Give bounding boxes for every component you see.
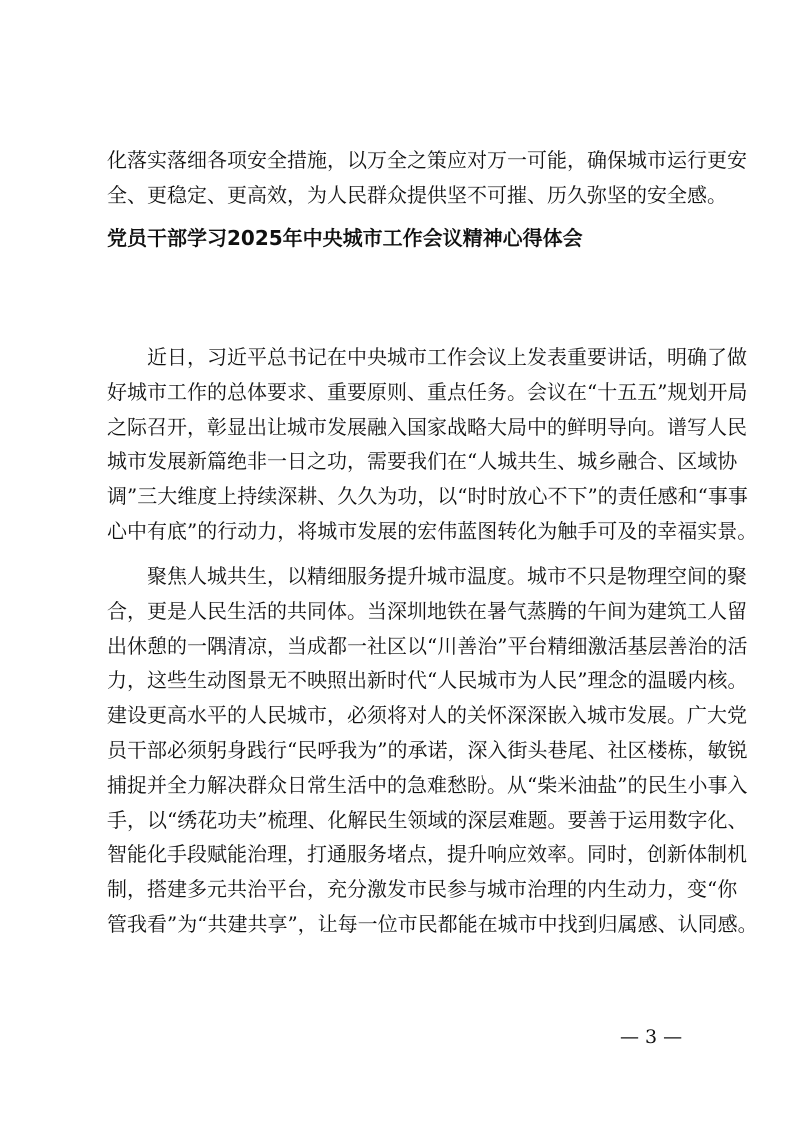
text-line: 制，搭建多元共治平台，充分激发市民参与城市治理的内生动力，变“你 <box>107 877 738 902</box>
text-line: 城市发展新篇绝非一日之功，需要我们在“人城共生、城乡融合、区域协 <box>107 449 738 474</box>
article-title: 党员干部学习2025年中央城市工作会议精神心得体会 <box>107 226 583 250</box>
text-line: 近日，习近平总书记在中央城市工作会议上发表重要讲话，明确了做 <box>147 345 747 369</box>
text-line: 力，这些生动图景无不映照出新时代“人民城市为人民”理念的温暖内核。 <box>107 668 748 693</box>
text-line: 合，更是人民生活的共同体。当深圳地铁在暑气蒸腾的午间为建筑工人留 <box>107 598 747 623</box>
text-line: 好城市工作的总体要求、重要原则、重点任务。会议在“十五五”规划开局 <box>107 379 748 404</box>
paragraph-1 <box>107 340 758 549</box>
text-line: 建设更高水平的人民城市，必须将对人的关怀深深嵌入城市发展。广大党 <box>107 703 747 728</box>
text-line: 全、更稳定、更高效，为人民群众提供坚不可摧、历久弥坚的安全感。 <box>107 182 727 207</box>
text-line: 员干部必须躬身践行“民呼我为”的承诺，深入街头巷尾、社区楼栋，敏锐 <box>107 737 748 762</box>
text-line: 聚焦人城共生，以精细服务提升城市温度。城市不只是物理空间的聚 <box>147 564 747 588</box>
text-line: 化落实落细各项安全措施，以万全之策应对万一可能，确保城市运行更安 <box>107 148 747 172</box>
text-line: 之际召开，彰显出让城市发展融入国家战略大局中的鲜明导向。谱写人民 <box>107 414 747 439</box>
paragraph-2 <box>107 559 758 942</box>
text-line: 管我看”为“共建共享”，让每一位市民都能在城市中找到归属感、认同感。 <box>107 911 758 936</box>
text-line: 调”三大维度上持续深耕、久久为功，以“时时放心不下”的责任感和“事事 <box>107 484 748 509</box>
text-line: 心中有底”的行动力，将城市发展的宏伟蓝图转化为触手可及的幸福实景。 <box>107 518 758 543</box>
text-line: 出休憩的一隅清凉，当成都一社区以“川善治”平台精细激活基层善治的活 <box>107 633 748 658</box>
continuation-paragraph <box>107 143 747 213</box>
text-line: 捕捉并全力解决群众日常生活中的急难愁盼。从“柴米油盐”的民生小事入 <box>107 772 748 797</box>
page-number: — 3 — <box>620 1026 683 1048</box>
text-line: 智能化手段赋能治理，打通服务堵点，提升响应效率。同时，创新体制机 <box>107 842 747 867</box>
text-line: 手，以“绣花功夫”梳理、化解民生领域的深层难题。要善于运用数字化、 <box>107 807 748 832</box>
